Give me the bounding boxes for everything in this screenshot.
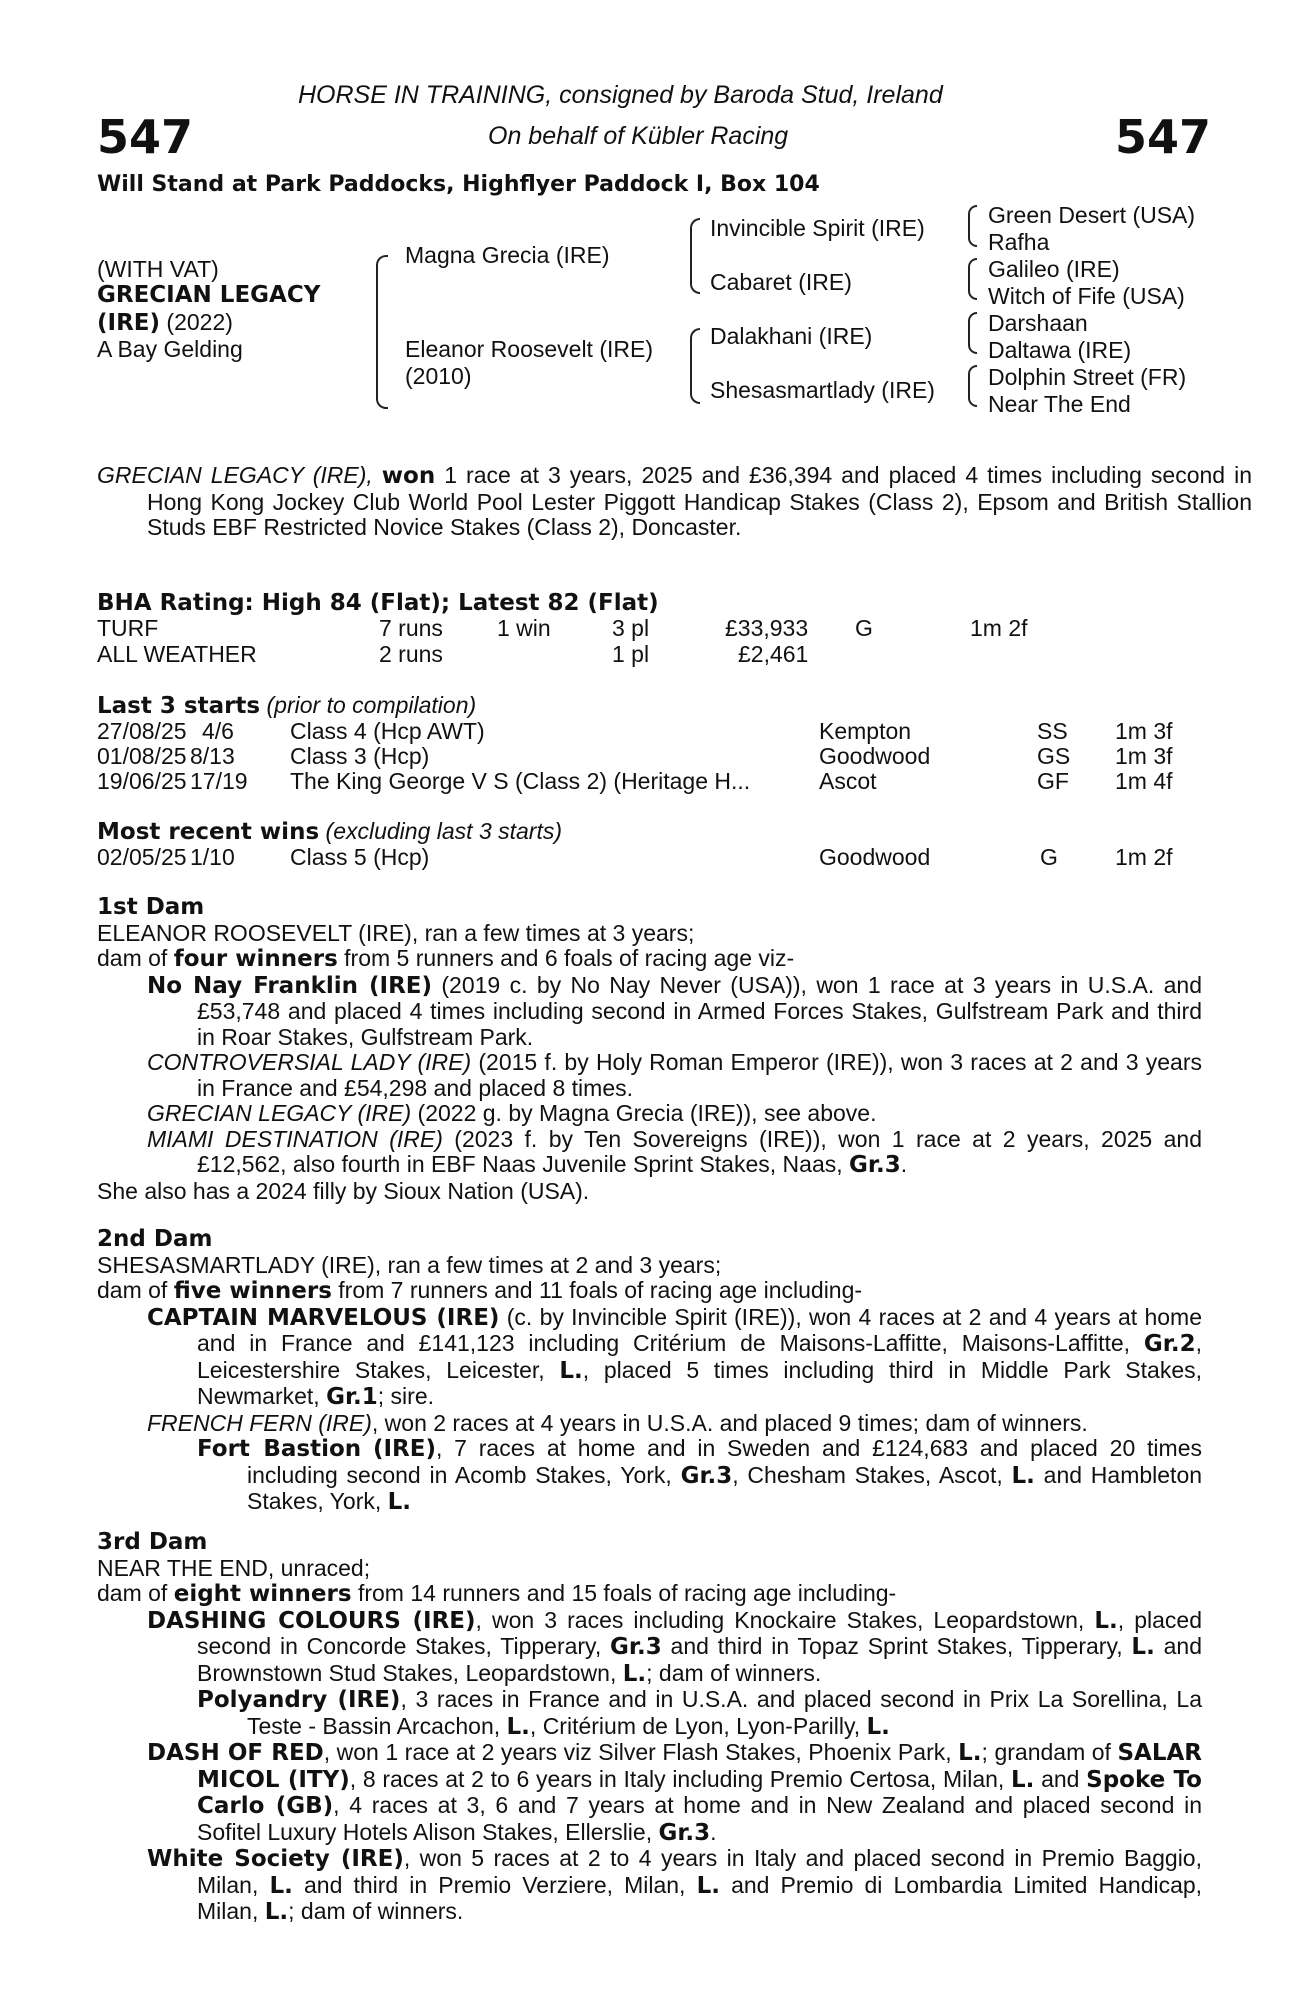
second-dam-title: 2nd Dam	[97, 1226, 213, 1252]
third-dam-produce: dam of eight winners from 14 runners and 15 foals of racing age including-	[97, 1580, 897, 1607]
second-dam-line: SHESASMARTLADY (IRE), ran a few times at 2 and 3 years;	[97, 1251, 722, 1278]
first-dam-line: ELEANOR ROOSEVELT (IRE), ran a few times at 3 years;	[97, 919, 695, 946]
ssd: Rafha	[988, 229, 1050, 255]
first-dam-section	[97, 895, 1202, 1204]
recent-row	[97, 844, 1207, 870]
rating-money: £2,461	[738, 641, 809, 667]
start-race: Class 4 (Hcp AWT)	[290, 718, 485, 744]
race-summary	[97, 463, 1252, 541]
produce-entry: White Society (IRE), won 5 races at 2 to 4 years in Italy and placed second in Premio Baggio, Milan, L. and third in Premio Verziere, Milan, L. and Premio di Lombardia Limited Handicap, Milan, L.; dam of winners.	[147, 1845, 1203, 1925]
produce-entry: CONTROVERSIAL LADY (IRE) (2015 f. by Holy Roman Emperor (IRE)), won 3 races at 2 and 3 years in France and £54,298 and placed 8 times.	[147, 1049, 1202, 1101]
brace-dd	[968, 365, 977, 407]
recent-note: (excluding last 3 starts)	[325, 818, 563, 844]
last3-note: (prior to compilation)	[266, 692, 477, 718]
brace-sire	[690, 218, 700, 294]
start-dist: 1m 4f	[1115, 768, 1173, 794]
stand-location: Will Stand at Park Paddocks, Highflyer Paddock I, Box 104	[97, 172, 820, 197]
ddd: Near The End	[988, 391, 1131, 417]
third-dam-title: 3rd Dam	[97, 1529, 208, 1555]
sire: Magna Grecia (IRE)	[405, 242, 610, 268]
rating-placed: 3 pl	[612, 615, 650, 641]
rating-surface: ALL WEATHER	[97, 641, 257, 667]
third-dam-section	[97, 1530, 1202, 1926]
last3-row	[97, 718, 1207, 744]
start-going: SS	[1037, 718, 1068, 744]
last3-heading	[97, 692, 476, 719]
win-pos: 1/10	[190, 844, 235, 870]
start-course: Kempton	[819, 718, 912, 744]
win-course: Goodwood	[819, 844, 931, 870]
produce-entry: CAPTAIN MARVELOUS (IRE) (c. by Invincible Spirit (IRE)), won 4 races at 2 and 4 years at home and in France and £141,123 including Critérium de Maisons-Laffitte, Maisons-Laffitte, Gr.2, Leicestershire Stakes, Leicester, L., placed 5 times including third in Middle Park Stakes, Newmarket, Gr.1; sire.	[147, 1303, 1203, 1410]
last3-row	[97, 743, 1207, 769]
start-pos: 4/6	[202, 718, 234, 744]
lot-number-right: 547	[1115, 110, 1212, 164]
brace-ds	[968, 312, 977, 354]
win-going: G	[1040, 844, 1058, 870]
sds: Galileo (IRE)	[988, 256, 1120, 282]
second-dam-produce: dam of five winners from 7 runners and 11 foals of racing age including-	[97, 1277, 863, 1304]
rating-dist: 1m 2f	[970, 615, 1028, 641]
first-dam-title: 1st Dam	[97, 894, 205, 920]
horse-country-year	[97, 309, 233, 336]
rating-row-aw	[97, 641, 1207, 667]
bha-rating: BHA Rating: High 84 (Flat); Latest 82 (Flat)	[97, 590, 659, 616]
lot-number-left: 547	[97, 110, 194, 164]
recent-heading	[97, 818, 562, 845]
brace-sd	[968, 258, 977, 300]
start-dist: 1m 3f	[1115, 743, 1173, 769]
last3-title: Last 3 starts	[97, 693, 261, 719]
horse-description: A Bay Gelding	[97, 336, 243, 362]
consignor-line: HORSE IN TRAINING, consigned by Baroda Stud, Ireland	[298, 81, 943, 109]
dsd: Daltawa (IRE)	[988, 337, 1132, 363]
rating-surface: TURF	[97, 615, 159, 641]
brace-ss	[968, 205, 977, 247]
sss: Green Desert (USA)	[988, 202, 1196, 228]
rating-row-turf	[97, 615, 1207, 641]
start-pos: 17/19	[190, 768, 248, 794]
start-going: GS	[1037, 743, 1071, 769]
start-pos: 8/13	[190, 743, 235, 769]
vat-note: (WITH VAT)	[97, 256, 219, 282]
horse-suffix: (IRE)	[97, 310, 161, 336]
dss: Darshaan	[988, 310, 1088, 336]
brace-dam	[690, 328, 700, 404]
produce-entry: DASHING COLOURS (IRE), won 3 races including Knockaire Stakes, Leopardstown, L., placed second in Concorde Stakes, Tipperary, Gr.3 and third in Topaz Sprint Stakes, Tipperary, L. and Brownstown Stud Stakes, Leopardstown, L.; dam of winners.	[147, 1606, 1203, 1687]
third-dam-line: NEAR THE END, unraced;	[97, 1554, 371, 1581]
dam-year: (2010)	[405, 363, 472, 389]
grand-produce-entry: Fort Bastion (IRE), 7 races at home and in Sweden and £124,683 and placed 20 times including second in Acomb Stakes, York, Gr.3, Chesham Stakes, Ascot, L. and Hambleton Stakes, York, L.	[197, 1435, 1203, 1515]
start-race: Class 3 (Hcp)	[290, 743, 430, 769]
rating-going: G	[855, 615, 873, 641]
grand-produce-entry: Polyandry (IRE), 3 races in France and in U.S.A. and placed second in Prix La Sorellina, La Teste - Bassin Arcachon, L., Critérium de Lyon, Lyon-Parilly, L.	[197, 1686, 1202, 1740]
produce-entry: GRECIAN LEGACY (IRE) (2022 g. by Magna Grecia (IRE)), see above.	[147, 1100, 877, 1126]
rating-runs: 2 runs	[379, 641, 443, 667]
first-dam-note: She also has a 2024 filly by Sioux Nation (USA).	[97, 1177, 590, 1204]
start-date: 01/08/25	[97, 743, 187, 769]
rating-money: £33,933	[725, 615, 809, 641]
start-date: 19/06/25	[97, 768, 187, 794]
sire-dam: Cabaret (IRE)	[710, 269, 852, 295]
summary-won: won	[381, 463, 436, 489]
start-course: Ascot	[819, 768, 877, 794]
produce-entry: MIAMI DESTINATION (IRE) (2023 f. by Ten Sovereigns (IRE)), won 1 race at 2 years, 2025 and £12,562, also fourth in EBF Naas Juvenile Sprint Stakes, Naas, Gr.3.	[147, 1125, 1203, 1178]
win-date: 02/05/25	[97, 844, 187, 870]
sdd: Witch of Fife (USA)	[988, 283, 1185, 309]
start-race: The King George V S (Class 2) (Heritage H...	[290, 768, 751, 794]
dds: Dolphin Street (FR)	[988, 364, 1187, 390]
dam-sire: Dalakhani (IRE)	[710, 323, 873, 349]
start-dist: 1m 3f	[1115, 718, 1173, 744]
brace-main	[376, 255, 388, 409]
win-race: Class 5 (Hcp)	[290, 844, 430, 870]
dam: Eleanor Roosevelt (IRE)	[405, 336, 653, 362]
produce-entry: FRENCH FERN (IRE), won 2 races at 4 years in U.S.A. and placed 9 times; dam of winners.	[147, 1409, 1088, 1436]
last3-row	[97, 768, 1207, 794]
sire-sire: Invincible Spirit (IRE)	[710, 215, 925, 241]
second-dam-section	[97, 1227, 1202, 1516]
behalf-line: On behalf of Kübler Racing	[488, 122, 789, 150]
rating-placed: 1 pl	[612, 641, 650, 667]
start-date: 27/08/25	[97, 718, 187, 744]
horse-name: GRECIAN LEGACY	[97, 282, 321, 308]
recent-title: Most recent wins	[97, 819, 320, 845]
rating-wins: 1 win	[497, 615, 551, 641]
produce-entry: DASH OF RED, won 1 race at 2 years viz Silver Flash Stakes, Phoenix Park, L.; grandam of SALAR MICOL (ITY), 8 races at 2 to 6 years in Italy including Premio Certosa, Milan, L. and Spoke To Carlo (GB), 4 races at 3, 6 and 7 years at home and in New Zealand and placed second in Sofitel Luxury Hotels Alison Stakes, Ellerslie, Gr.3.	[147, 1739, 1202, 1846]
start-going: GF	[1037, 768, 1069, 794]
win-dist: 1m 2f	[1115, 844, 1173, 870]
produce-entry: No Nay Franklin (IRE) (2019 c. by No Nay Never (USA)), won 1 race at 3 years in U.S.A. and £53,748 and placed 4 times including second in Armed Forces Stakes, Gulfstream Park and third in Roar Stakes, Gulfstream Park.	[147, 971, 1202, 1050]
rating-runs: 7 runs	[379, 615, 443, 641]
summary-text: 1 race at 3 years, 2025 and £36,394 and placed 4 times including second in Hong Kong Jockey Club World Pool Lester Piggott Handicap Stakes (Class 2), Epsom and British Stallion Studs EBF Restricted Novice Stakes (Class 2), Doncaster.	[147, 462, 1253, 540]
summary-horse: GRECIAN LEGACY (IRE),	[97, 462, 373, 488]
first-dam-produce: dam of four winners from 5 runners and 6 foals of racing age viz-	[97, 945, 795, 972]
start-course: Goodwood	[819, 743, 931, 769]
dam-dam: Shesasmartlady (IRE)	[710, 377, 935, 403]
horse-year: (2022)	[166, 309, 233, 335]
